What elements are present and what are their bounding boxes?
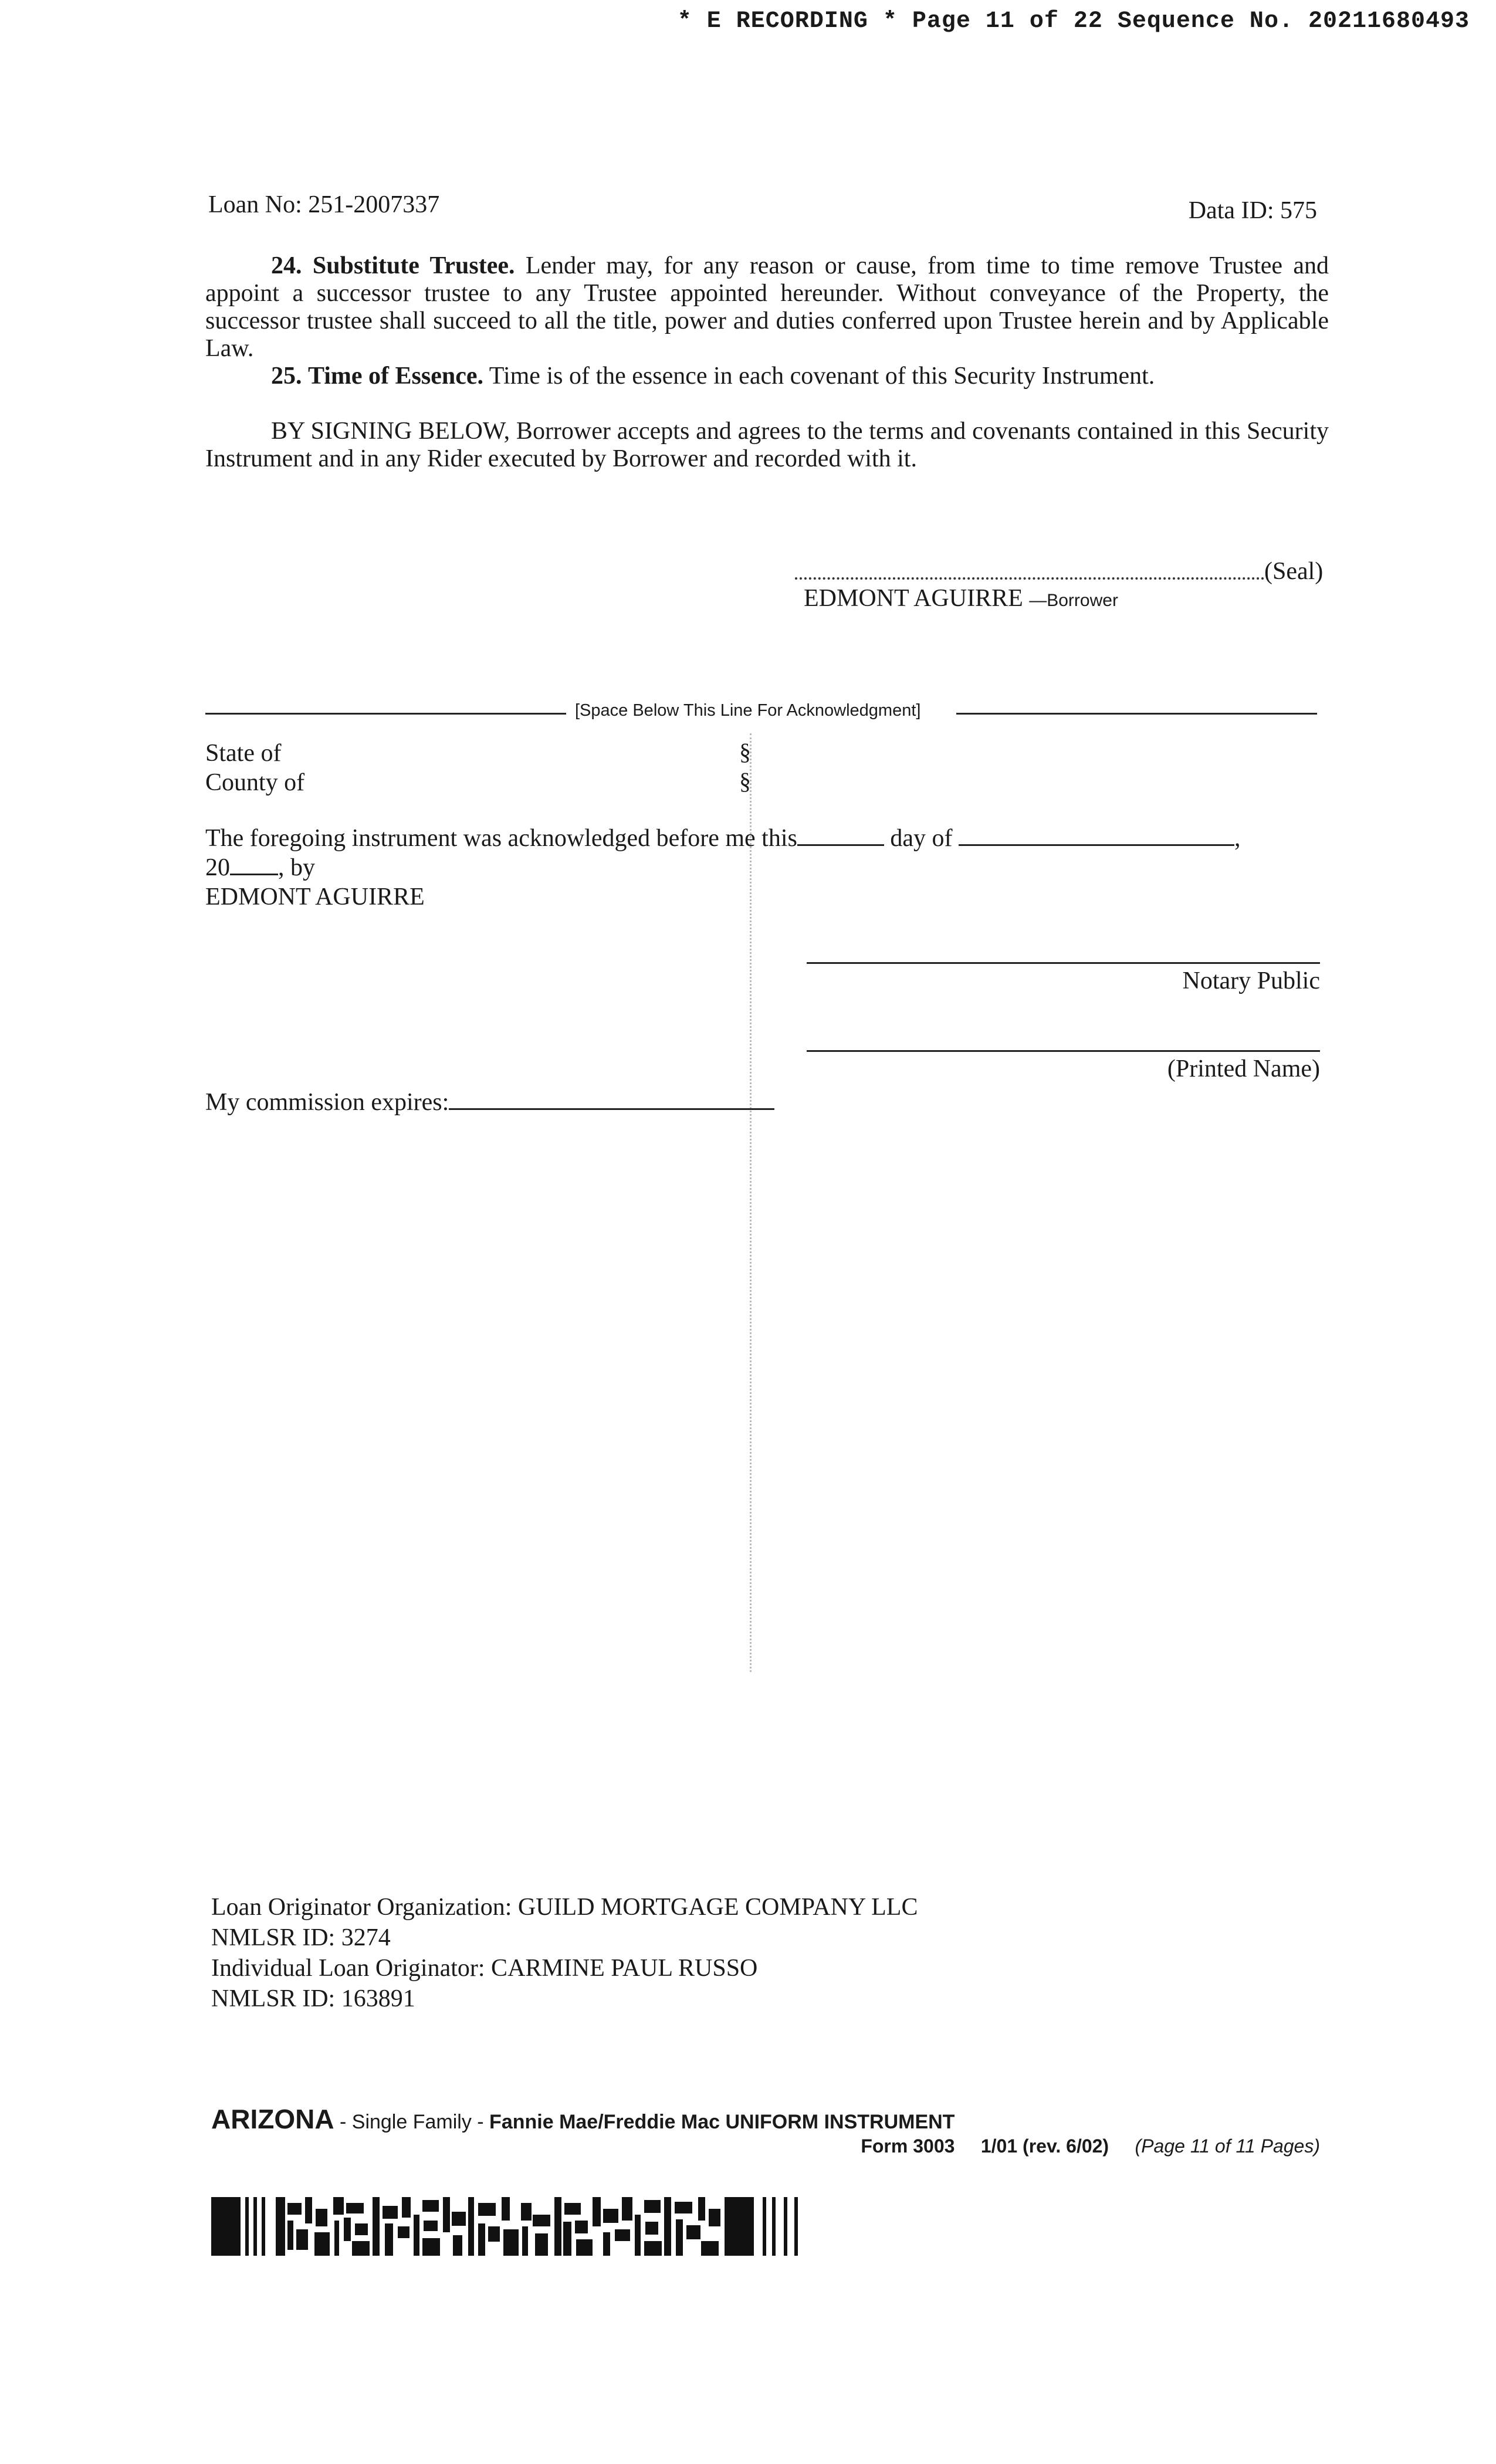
form-footer-title <box>211 2103 955 2135</box>
section-symbol-state: § <box>739 739 751 765</box>
year-line <box>205 854 315 882</box>
section-24-paragraph <box>205 252 1329 363</box>
footer-instrument: Fannie Mae/Freddie Mac UNIFORM INSTRUMENT <box>489 2111 955 2133</box>
day-blank[interactable] <box>797 825 884 846</box>
month-blank[interactable] <box>959 825 1234 846</box>
footer-desc: - Single Family - <box>334 2111 490 2133</box>
year-prefix: 20 <box>205 854 230 881</box>
commission-blank[interactable] <box>449 1089 774 1110</box>
recording-stamp: * E RECORDING * Page 11 of 22 Sequence No. 20211680493 <box>677 8 1470 35</box>
section-24-number: 24. <box>271 252 302 279</box>
form-revision: 1/01 (rev. 6/02) <box>980 2135 1109 2157</box>
signing-paragraph <box>205 418 1329 473</box>
section-25-title: Time of Essence. <box>308 363 484 390</box>
individual-nmlsr: NMLSR ID: 163891 <box>211 1985 415 2012</box>
county-label: County of <box>205 769 305 796</box>
commission-label: My commission expires: <box>205 1089 449 1116</box>
foregoing-text: The foregoing instrument was acknowledged before me this <box>205 825 797 852</box>
barcode <box>211 2197 815 2256</box>
individual-originator: Individual Loan Originator: CARMINE PAUL RUSSO <box>211 1955 758 1982</box>
section-25-text: Time is of the essence in each covenant of this Security Instrument. <box>489 363 1155 390</box>
signing-text: BY SIGNING BELOW, Borrower accepts and agrees to the terms and covenants contained in this Security Instrument and in any Rider executed by Borrower and recorded with it. <box>205 418 1329 472</box>
data-id: Data ID: 575 <box>1188 197 1317 224</box>
organization-nmlsr: NMLSR ID: 3274 <box>211 1924 391 1951</box>
ack-divider-left <box>205 713 566 715</box>
notary-public-label: Notary Public <box>1182 967 1320 994</box>
acknowledged-name: EDMONT AGUIRRE <box>205 884 425 911</box>
seal-label: (Seal) <box>1264 558 1324 585</box>
day-of-text: day of <box>890 825 953 852</box>
notary-signature-line <box>807 962 1320 964</box>
borrower-role: —Borrower <box>1029 591 1118 610</box>
section-25-paragraph <box>205 363 1329 390</box>
section-24-title: Substitute Trustee. <box>312 252 515 279</box>
printed-name-label: (Printed Name) <box>1167 1055 1320 1082</box>
form-pages: (Page 11 of 11 Pages) <box>1135 2135 1320 2157</box>
originator-organization: Loan Originator Organization: GUILD MORTGAGE COMPANY LLC <box>211 1894 918 1921</box>
fold-dots <box>750 733 752 1672</box>
state-label: State of <box>205 740 282 767</box>
form-footer-info <box>861 2135 1320 2157</box>
section-24-text: Lender may, for any reason or cause, from time to time remove Trustee and appoint a successor trustee to any Trustee appointed hereunder. Without conveyance of the Property, the successor trustee shall succeed to all the title, power and duties conferred upon Trustee herein and by Applicable Law. <box>205 252 1329 362</box>
loan-number: Loan No: 251-2007337 <box>208 191 440 218</box>
borrower-name: EDMONT AGUIRRE <box>804 585 1023 612</box>
year-blank[interactable] <box>230 855 278 875</box>
foregoing-comma: , <box>1234 825 1241 852</box>
section-25-number: 25. <box>271 363 302 390</box>
ack-divider-text: [Space Below This Line For Acknowledgment] <box>575 701 921 720</box>
commission-expires <box>205 1088 774 1116</box>
form-number: Form 3003 <box>861 2135 955 2157</box>
signature-line <box>795 567 1264 580</box>
printed-name-line <box>807 1050 1320 1052</box>
acknowledgment-sentence <box>205 824 1241 852</box>
ack-divider-right <box>956 713 1317 715</box>
section-symbol-county: § <box>739 768 751 794</box>
borrower-signature-label <box>804 584 1118 612</box>
year-suffix: , by <box>278 854 315 881</box>
footer-state: ARIZONA <box>211 2104 334 2134</box>
